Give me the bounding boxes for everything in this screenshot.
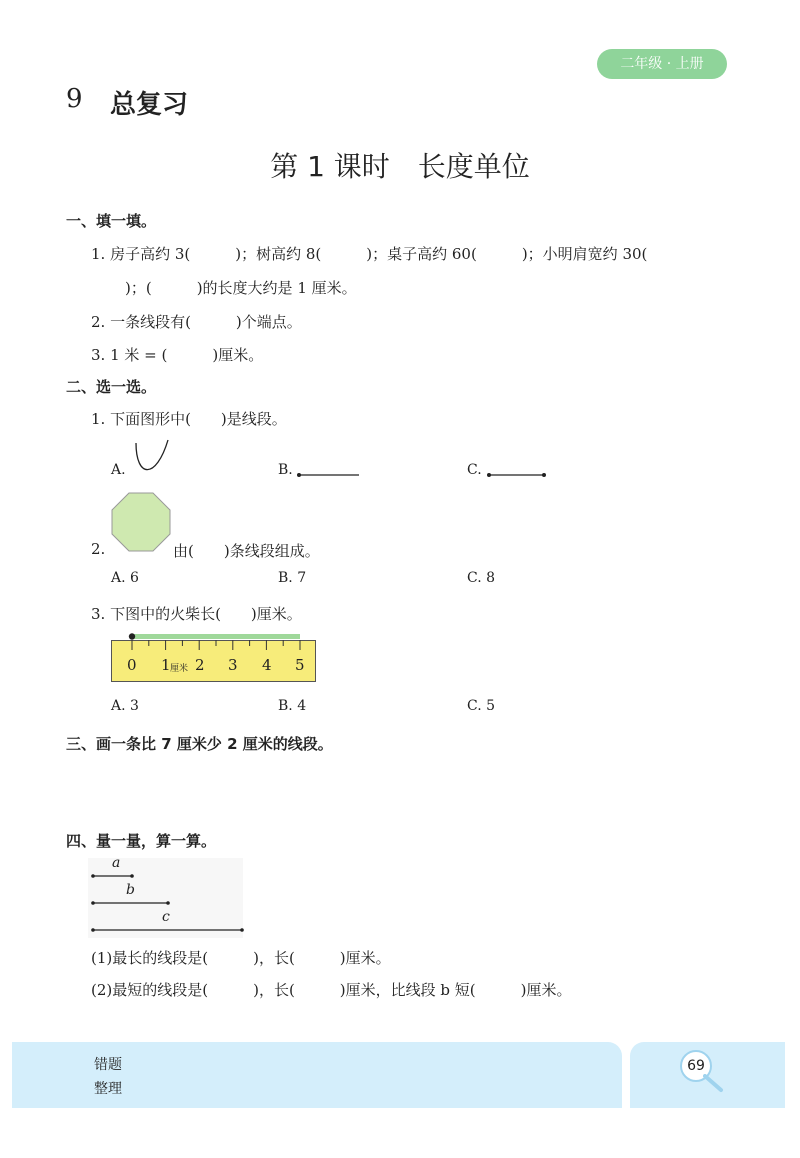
s2-q3-option-a: A. 3	[111, 698, 139, 714]
ruler-tick-0: 0	[127, 656, 137, 674]
segment-label-b: b	[126, 882, 135, 898]
s2-q2-text: 由( )条线段组成。	[173, 542, 320, 560]
section-2-title: 二、选一选。	[66, 378, 157, 396]
s1-q3: 3. 1 米 = ( )厘米。	[91, 346, 264, 364]
matchstick	[132, 634, 300, 639]
ruler-tick-2: 2	[195, 656, 205, 674]
s2-q3-option-c: C. 5	[467, 698, 496, 714]
magnifier-handle-icon	[703, 1074, 727, 1094]
section-1-title: 一、填一填。	[66, 212, 157, 230]
grade-badge: 二年级 · 上册	[597, 49, 727, 79]
ruler-markings	[111, 632, 314, 680]
s2-q2-option-c: C. 8	[467, 570, 496, 586]
ruler-tick-3: 3	[228, 656, 238, 674]
s2-q2-option-b: B. 7	[278, 570, 307, 586]
s2-q3-option-b: B. 4	[278, 698, 307, 714]
segment-figure	[484, 468, 550, 482]
footer-label-line2: 整理	[94, 1081, 122, 1097]
section-3-title: 三、画一条比 7 厘米少 2 厘米的线段。	[66, 735, 333, 753]
footer-label-line1: 错题	[94, 1057, 122, 1073]
segment-label-a: a	[112, 855, 121, 871]
ruler-unit: 厘米	[170, 664, 189, 674]
s1-q1-line2: )；( )的长度大约是 1 厘米。	[125, 279, 357, 297]
s1-q2: 2. 一条线段有( )个端点。	[91, 313, 302, 331]
page-number: 69	[680, 1050, 712, 1082]
s4-q1: (1)最长的线段是( )，长( )厘米。	[91, 949, 391, 967]
s2-q1-option-a: A.	[111, 462, 126, 478]
ruler-tick-5: 5	[295, 656, 305, 674]
chapter-title: 总复习	[110, 90, 189, 120]
s2-q3: 3. 下图中的火柴长( )厘米。	[91, 605, 302, 623]
s4-q2: (2)最短的线段是( )，长( )厘米，比线段 b 短( )厘米。	[91, 981, 572, 999]
s2-q1: 1. 下面图形中( )是线段。	[91, 410, 287, 428]
segment-label-c: c	[162, 909, 170, 925]
chapter-number: 9	[66, 84, 83, 114]
ray-figure	[293, 468, 363, 482]
matchstick-head	[129, 633, 135, 639]
curve-figure	[128, 438, 173, 480]
s1-q1-line1: 1. 房子高约 3( )；树高约 8( )；桌子高约 60( )；小明肩宽约 30(	[91, 245, 648, 263]
s2-q2-number: 2.	[91, 540, 106, 558]
ruler-tick-1: 1	[161, 656, 171, 674]
mistake-review-box	[12, 1042, 622, 1108]
s2-q1-option-c: C.	[467, 462, 482, 478]
ruler-tick-4: 4	[262, 656, 272, 674]
section-4-title: 四、量一量，算一算。	[66, 832, 217, 850]
octagon-figure	[108, 490, 174, 556]
lesson-title: 第 1 课时 长度单位	[270, 150, 530, 183]
s2-q1-option-b: B.	[278, 462, 293, 478]
s2-q2-option-a: A. 6	[111, 570, 139, 586]
